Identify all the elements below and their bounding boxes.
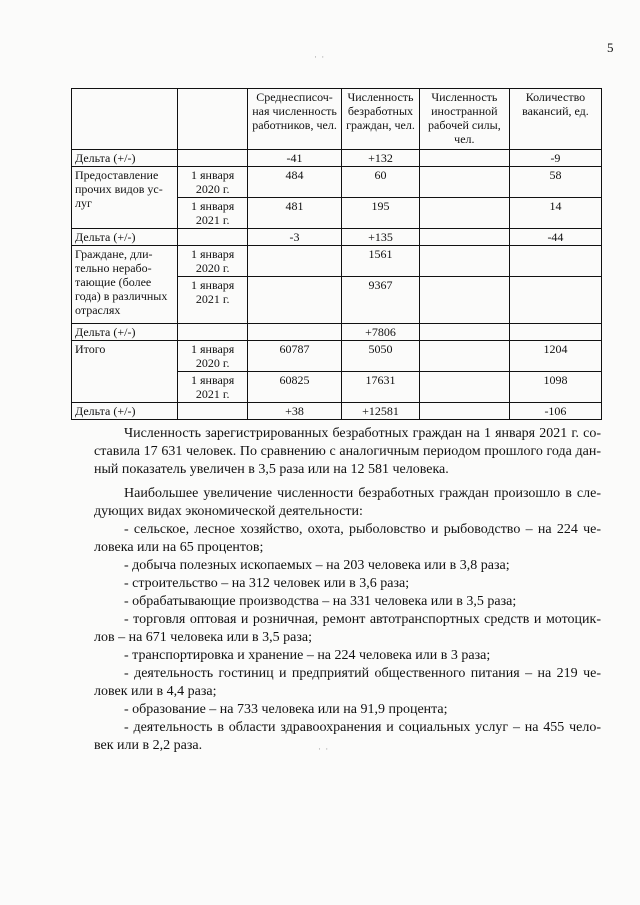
table-cell: [247, 246, 341, 277]
page-number: 5: [607, 40, 614, 55]
table-cell: 60: [342, 167, 420, 198]
table-cell: Итого: [72, 341, 178, 403]
table-cell: 1 января 2020 г.: [178, 341, 248, 372]
list-item: - деятельность в области здравоохранения и социальных услуг – на 455 чело-век или в 2,2 раза.: [94, 720, 601, 753]
table-cell: -106: [509, 403, 601, 420]
table-cell: 1098: [509, 372, 601, 403]
table-header-cell: Количество вакансий, ед.: [509, 89, 601, 150]
table-cell: +12581: [342, 403, 420, 420]
table-cell: [419, 277, 509, 324]
table-cell: [247, 324, 341, 341]
table-cell: 1561: [342, 246, 420, 277]
table-cell: [178, 150, 248, 167]
list-item: - обрабатывающие производства – на 331 человека или в 3,5 раза;: [124, 594, 517, 609]
table-cell: 484: [247, 167, 341, 198]
table-cell: +7806: [342, 324, 420, 341]
list-item: - образование – на 733 человека или на 91,9 процента;: [124, 702, 448, 717]
table-cell: 1 января 2021 г.: [178, 198, 248, 229]
table-row: [72, 341, 602, 372]
table-cell: [509, 277, 601, 324]
table-cell: 14: [509, 198, 601, 229]
table-row: [72, 150, 602, 167]
table-cell: -3: [247, 229, 341, 246]
list-item: - добыча полезных ископаемых – на 203 человека или в 3,8 раза;: [124, 558, 510, 573]
list-item: - транспортировка и хранение – на 224 человека или в 3 раза;: [124, 648, 491, 663]
table-cell: +38: [247, 403, 341, 420]
table-cell: [419, 229, 509, 246]
table-cell: Дельта (+/-): [72, 150, 178, 167]
table-cell: Граждане, дли-тельно нерабо-тающие (более года) в различных отраслях: [72, 246, 178, 324]
table-cell: -41: [247, 150, 341, 167]
table-cell: 1 января 2021 г.: [178, 277, 248, 324]
table-cell: 1204: [509, 341, 601, 372]
table-row: [72, 229, 602, 246]
table-cell: 9367: [342, 277, 420, 324]
table-row: [72, 167, 602, 198]
paragraph: Наибольшее увеличение численности безработных граждан произошло в сле-дующих видах экономической деятельности:: [94, 486, 601, 519]
table-cell: 60825: [247, 372, 341, 403]
list-item: - торговля оптовая и розничная, ремонт автотранспортных средств и мотоцик-лов – на 671 человека или в 3,5 раза;: [94, 612, 601, 645]
table-row: [72, 403, 602, 420]
list-item: - сельское, лесное хозяйство, охота, рыболовство и рыбоводство – на 224 че-ловека или на 65 процентов;: [94, 522, 601, 555]
table-cell: 1 января 2020 г.: [178, 246, 248, 277]
table-cell: [419, 341, 509, 372]
table-row: [72, 324, 602, 341]
table-cell: [509, 246, 601, 277]
table-cell: 60787: [247, 341, 341, 372]
table-header-cell: Численность иностранной рабочей силы, чел.: [419, 89, 509, 150]
table-cell: 5050: [342, 341, 420, 372]
table-cell: [419, 198, 509, 229]
table-cell: -9: [509, 150, 601, 167]
table-cell: [419, 372, 509, 403]
table-cell: [178, 403, 248, 420]
table-cell: Предоставление прочих видов ус-луг: [72, 167, 178, 229]
table-row: [72, 246, 602, 277]
table-cell: [509, 324, 601, 341]
table-cell: 195: [342, 198, 420, 229]
table-cell: +135: [342, 229, 420, 246]
table-cell: -44: [509, 229, 601, 246]
table-cell: [419, 324, 509, 341]
table-cell: 1 января 2020 г.: [178, 167, 248, 198]
table-cell: [419, 403, 509, 420]
table-header-row: [72, 89, 602, 150]
scan-speck: · ·: [314, 52, 326, 62]
table-cell: 17631: [342, 372, 420, 403]
table-cell: 1 января 2021 г.: [178, 372, 248, 403]
table-header-cell: Среднесписоч-ная численность работников, чел.: [247, 89, 341, 150]
table-cell: 58: [509, 167, 601, 198]
table-cell: [419, 167, 509, 198]
list-item: - строительство – на 312 человек или в 3,6 раза;: [124, 576, 410, 591]
table-cell: Дельта (+/-): [72, 403, 178, 420]
table-cell: 481: [247, 198, 341, 229]
table-header-cell: [72, 89, 178, 150]
table-cell: +132: [342, 150, 420, 167]
table-cell: Дельта (+/-): [72, 229, 178, 246]
table-cell: [419, 246, 509, 277]
table-cell: [178, 229, 248, 246]
scan-speck: · ·: [318, 744, 330, 754]
table-cell: [247, 277, 341, 324]
table-cell: [178, 324, 248, 341]
paragraph: Численность зарегистрированных безработных граждан на 1 января 2021 г. со-ставила 17 631 человек. По сравнению с аналогичным периодом прошлого года дан-ный показатель увеличен в 3,5 раза или на 12 581 человека.: [94, 426, 601, 477]
table-cell: [419, 150, 509, 167]
statistics-table: [71, 88, 602, 420]
table-cell: Дельта (+/-): [72, 324, 178, 341]
table-header-cell: Численность безработных граждан, чел.: [342, 89, 420, 150]
body-text: [94, 425, 601, 755]
table-header-cell: [178, 89, 248, 150]
list-item: - деятельность гостиниц и предприятий общественного питания – на 219 че-ловек или в 4,4 раза;: [94, 666, 601, 699]
